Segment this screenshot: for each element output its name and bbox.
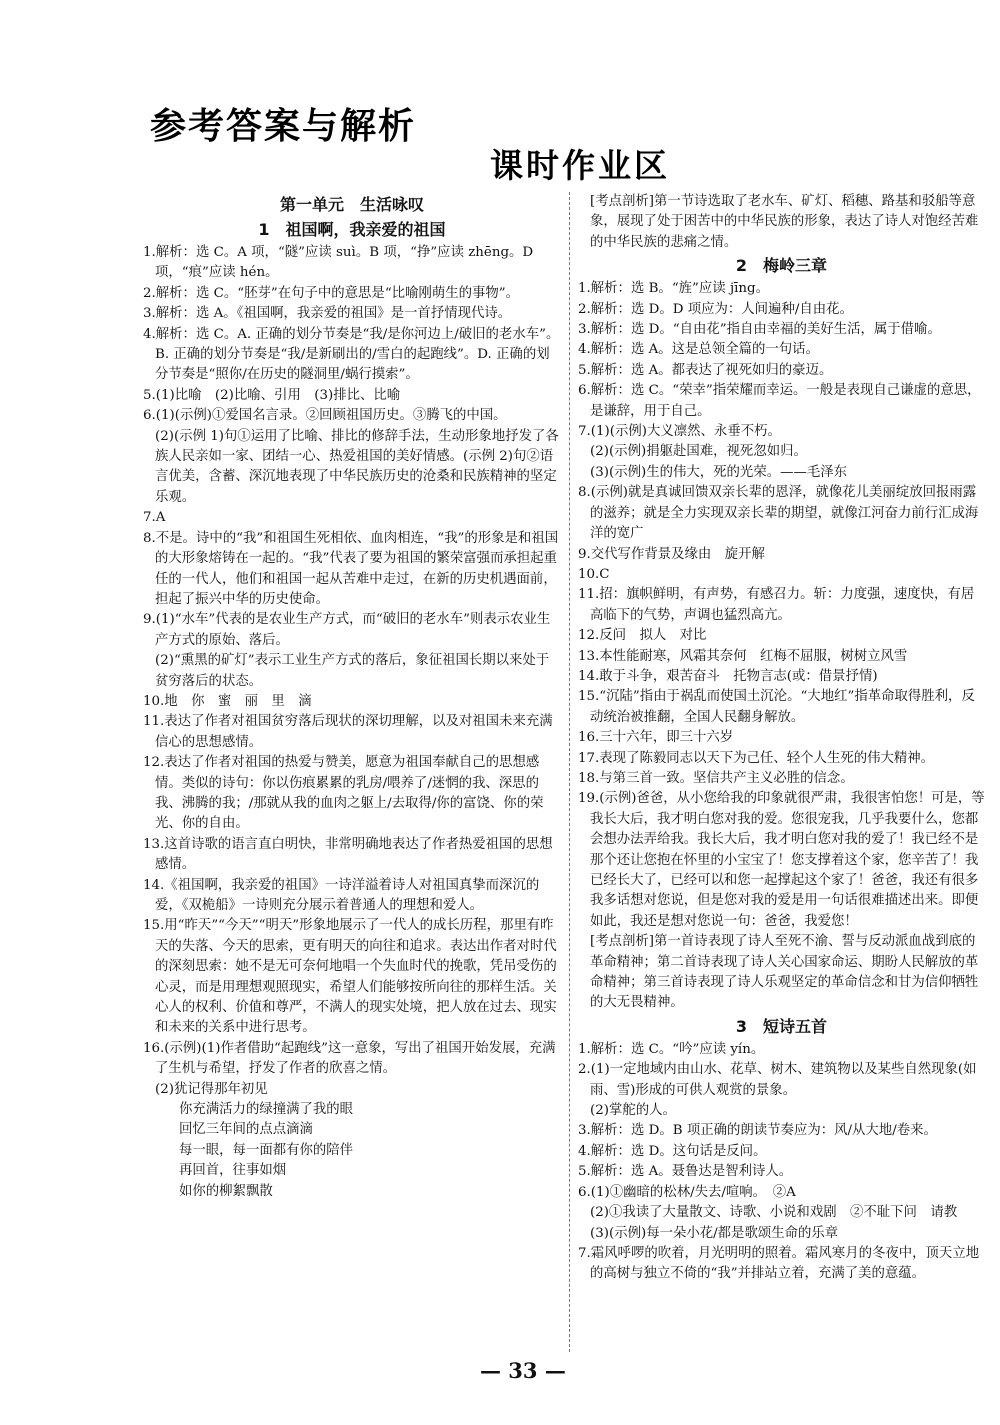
answer-item: 7.霜风呼啰的吹着，月光明明的照着。霜风寒月的冬夜中，顶天立地的高树与独立不倚的“我”并排站立着，充满了美的意蕴。 xyxy=(578,1245,980,1282)
answer-item: 6.解析：选 C。“荣幸”指荣耀而幸运。一般是表现自己谦虚的意思，是谦辞，用于自己。 xyxy=(578,383,981,419)
answer-item: 10.C xyxy=(578,566,610,582)
answer-item: 12.表达了作者对祖国的热爱与赞美，愿意为祖国奉献自己的思想感情。类似的诗句：你以伤痕累累的乳房/喂养了/迷惘的我、深思的我、沸腾的我；/那就从我的血肉之躯上/去取得/你的富饶、你的荣光、你的自由。 xyxy=(143,755,544,832)
answer-item: 7.A xyxy=(143,510,166,526)
answer-item: 3.解析：选 D。B 项正确的朗读节奏应为：风/从大地/卷来。 xyxy=(578,1123,937,1139)
answer-item: 10.地 你 蜜 丽 里 滴 xyxy=(143,693,312,709)
answer-item: 12.反问 拟人 对比 xyxy=(578,628,707,644)
answer-item: 13.本性能耐寒，风霜其奈何 红梅不屈服，树树立风雪 xyxy=(578,648,908,664)
answer-item: 13.这首诗歌的语言直白明快，非常明确地表达了作者热爱祖国的思想感情。 xyxy=(143,836,553,873)
answer-item: (2)掌舵的人。 xyxy=(590,1103,676,1119)
right-column xyxy=(578,192,985,1355)
main-title: 参考答案与解析 xyxy=(150,106,417,147)
answer-list-lesson-3 xyxy=(578,1040,985,1285)
answer-item: 3.解析：选 D。“自由花”指自由幸福的美好生活，属于借喻。 xyxy=(578,322,941,338)
answer-item: 16.三十六年，即三十六岁 xyxy=(578,730,734,746)
answer-item: 7.(1)(示例)大义凛然、永垂不朽。 xyxy=(578,424,781,440)
answer-item: 2.解析：选 C。“胚芽”在句子中的意思是“比喻刚萌生的事物”。 xyxy=(143,285,520,301)
answer-item: 3.解析：选 A。《祖国啊，我亲爱的祖国》是一首抒情现代诗。 xyxy=(143,306,512,322)
answer-item: 每一眼，每一面都有你的陪伴 xyxy=(179,1142,354,1158)
answer-item: 1.解析：选 B。“旌”应读 jīng。 xyxy=(578,281,769,297)
answer-item: 19.(示例)爸爸，从小您给我的印象就很严肃，我很害怕您！可是，等我长大后，我才明白您对我的爱。您很宠我，几乎我要什么，您都会想办法弄给我。我长大后，我才明白您对我的爱了！我已经不是那个还让您抱在怀里的小宝宝了！您支撑着这个家，您辛苦了！我已经长大了，已经可以和您一起撑起这个家了！爸爸，我还有很多我多话想对您说，但是您对我的爱是用一句话很难描述出来。即便如此，我还是想对您说一句：爸爸，我爱您！ xyxy=(578,791,985,929)
answer-item: 16.(示例)(1)作者借助“起跑线”这一意象，写出了祖国开始发展，充满了生机与希望，抒发了作者的欣喜之情。 xyxy=(143,1040,556,1077)
answer-item: (3)(示例)生的伟大，死的光荣。——毛泽东 xyxy=(590,464,848,480)
answer-item: [考点剖析]第一节诗选取了老水车、矿灯、稻穗、路基和驳船等意象，展现了处于困苦中的中华民族的形象，表达了诗人对饱经苦难的中华民族的悲痛之情。 xyxy=(590,194,979,250)
answer-item: 11.表达了作者对祖国贫穷落后现状的深切理解，以及对祖国未来充满信心的思想感情。 xyxy=(143,714,553,750)
answer-item: 5.(1)比喻 (2)比喻、引用 (3)排比、比喻 xyxy=(143,387,401,403)
answer-item: 6.(1)①幽暗的松林/失去/喧响。 ②A xyxy=(578,1184,796,1200)
answer-item: 如你的柳絮飘散 xyxy=(179,1183,273,1199)
answer-item: 15.“沉陆”指由于祸乱而使国土沉沦。“大地红”指革命取得胜利，反动统治被推翻，全国人民翻身解放。 xyxy=(578,689,975,725)
unit-title: 第一单元 生活咏叹 xyxy=(279,195,424,214)
answer-item: 再回首，往事如烟 xyxy=(179,1163,287,1179)
answer-list-lesson-1 xyxy=(143,243,561,1202)
answer-item: (3)(示例)每一朵小花/都是歌颂生命的乐章 xyxy=(590,1225,839,1241)
answer-item: (2)(示例)捐躯赴国难，视死忽如归。 xyxy=(590,444,807,460)
column-divider xyxy=(569,192,570,1352)
answer-item: 14.敢于斗争，艰苦奋斗 托物言志(或：借景抒情) xyxy=(578,668,878,684)
answer-item: 18.与第三首一致。坚信共产主义必胜的信念。 xyxy=(578,770,854,786)
answer-item: 6.(1)(示例)①爱国名言录。②回顾祖国历史。③腾飞的中国。 xyxy=(143,408,507,424)
answer-item: (2)(示例 1)句①运用了比喻、排比的修辞手法，生动形象地抒发了各族人民亲如一家、团结一心、热爱祖国的美好情感。(示例 2)句②语言优美，含蓄、深沉地表现了中华民族历史的沧桑和民族精神的坚定乐观。 xyxy=(155,428,559,505)
answer-item: 回忆三年间的点点滴滴 xyxy=(179,1122,313,1138)
answer-item: 14.《祖国啊，我亲爱的祖国》一诗洋溢着诗人对祖国真挚而深沉的爱，《双桅船》一诗则充分展示着普通人的理想和爱人。 xyxy=(143,877,540,913)
answer-item: 1.解析：选 C。“吟”应读 yín。 xyxy=(578,1041,765,1057)
answer-item: (2)犹记得那年初见 xyxy=(155,1081,268,1097)
page-number: — 33 — xyxy=(480,1358,566,1383)
answer-item: 9.交代写作背景及缘由 旋开解 xyxy=(578,546,765,562)
answer-item: 4.解析：选 D。这句话是反问。 xyxy=(578,1143,767,1159)
answer-item: 4.解析：选 A。这是总领全篇的一句话。 xyxy=(578,342,819,358)
answer-item: [考点剖析]第一首诗表现了诗人至死不渝、誓与反动派血战到底的革命精神；第二首诗表现了诗人关心国家命运、期盼人民解放的革命精神；第三首诗表现了诗人乐观坚定的革命信念和甘为信仰牺牲的大无畏精神。 xyxy=(590,934,979,1011)
answer-list-lesson-2 xyxy=(578,279,985,1014)
section-title: 课时作业区 xyxy=(490,146,670,185)
lesson-title-3: 3 短诗五首 xyxy=(735,1016,828,1036)
answer-item: 4.解析：选 C。A. 正确的划分节奏是“我/是你河边上/破旧的老水车”。B. 正确的划分节奏是“我/是新刷出的/雪白的起跑线”。D. 正确的划分节奏是“照你/在历史的隧洞里/蜗行摸索”。 xyxy=(143,326,560,383)
answer-item: 8.不是。诗中的“我”和祖国生死相依、血肉相连，“我”的形象是和祖国的大形象熔铸在一起的。“我”代表了要为祖国的繁荣富强而承担起重任的一代人，他们和祖国一起从苦难中走过，在新的历史机遇面前，担起了振兴中华的历史使命。 xyxy=(143,530,559,607)
answer-item: 你充满活力的绿撞满了我的眼 xyxy=(179,1102,354,1118)
answer-item: 5.解析：选 A。聂鲁达是智利诗人。 xyxy=(578,1164,793,1180)
answer-item: 2.(1)一定地域内由山水、花草、树木、建筑物以及某些自然现象(如雨、雪)形成的可供人观赏的景象。 xyxy=(578,1062,977,1098)
answer-item: 2.解析：选 D。D 项应为：人间遍种/自由花。 xyxy=(578,301,853,317)
answer-list-lesson-1-cont xyxy=(578,192,985,253)
answer-item: 9.(1)“水车”代表的是农业生产方式，而“破旧的老水车”则表示农业生产方式的原始、落后。 xyxy=(143,612,551,648)
lesson-title-2: 2 梅岭三章 xyxy=(735,256,828,276)
answer-item: 5.解析：选 A。都表达了视死如归的豪迈。 xyxy=(578,362,833,378)
answer-item: (2)①我读了大量散文、诗歌、小说和戏剧 ②不耻下问 请教 xyxy=(590,1205,958,1221)
answer-item: 8.(示例)就是真诚回馈双亲长辈的恩泽，就像花儿美丽绽放回报雨露的滋养；就是全力实现双亲长辈的期望，就像江河奋力前行汇成海洋的宽广 xyxy=(578,485,979,542)
lesson-title-1: 1 祖国啊，我亲爱的祖国 xyxy=(258,220,446,239)
answer-item: (2)“熏黑的矿灯”表示工业生产方式的落后，象征祖国长期以来处于贫穷落后的状态。 xyxy=(155,653,550,689)
left-column xyxy=(143,192,561,1355)
answer-item: 11.招：旗帜鲜明，有声势，有感召力。斩：力度强，速度快，有居高临下的气势，声调也猛烈高亢。 xyxy=(578,587,975,623)
answer-item: 1.解析：选 C。A 项，“隧”应读 suì。B 项，“挣”应读 zhēng。D 项，“痕”应读 hén。 xyxy=(143,245,534,281)
answer-item: 17.表现了陈毅同志以天下为己任、轻个人生死的伟大精神。 xyxy=(578,750,935,766)
answer-item: 15.用“昨天”“今天”“明天”形象地展示了一代人的成长历程，那里有昨天的失落、今天的思索，更有明天的向往和追求。表达出作者对时代的深刻思索：她不是无可奈何地唱一个失血时代的挽歌，凭吊受伤的心灵，而是用理想观照现实，希望人们能够按所向往的那样生活。关心人的权利、价值和尊严，不满人的现实处境，把人放在过去、现实和未来的关系中进行思考。 xyxy=(143,918,557,1036)
